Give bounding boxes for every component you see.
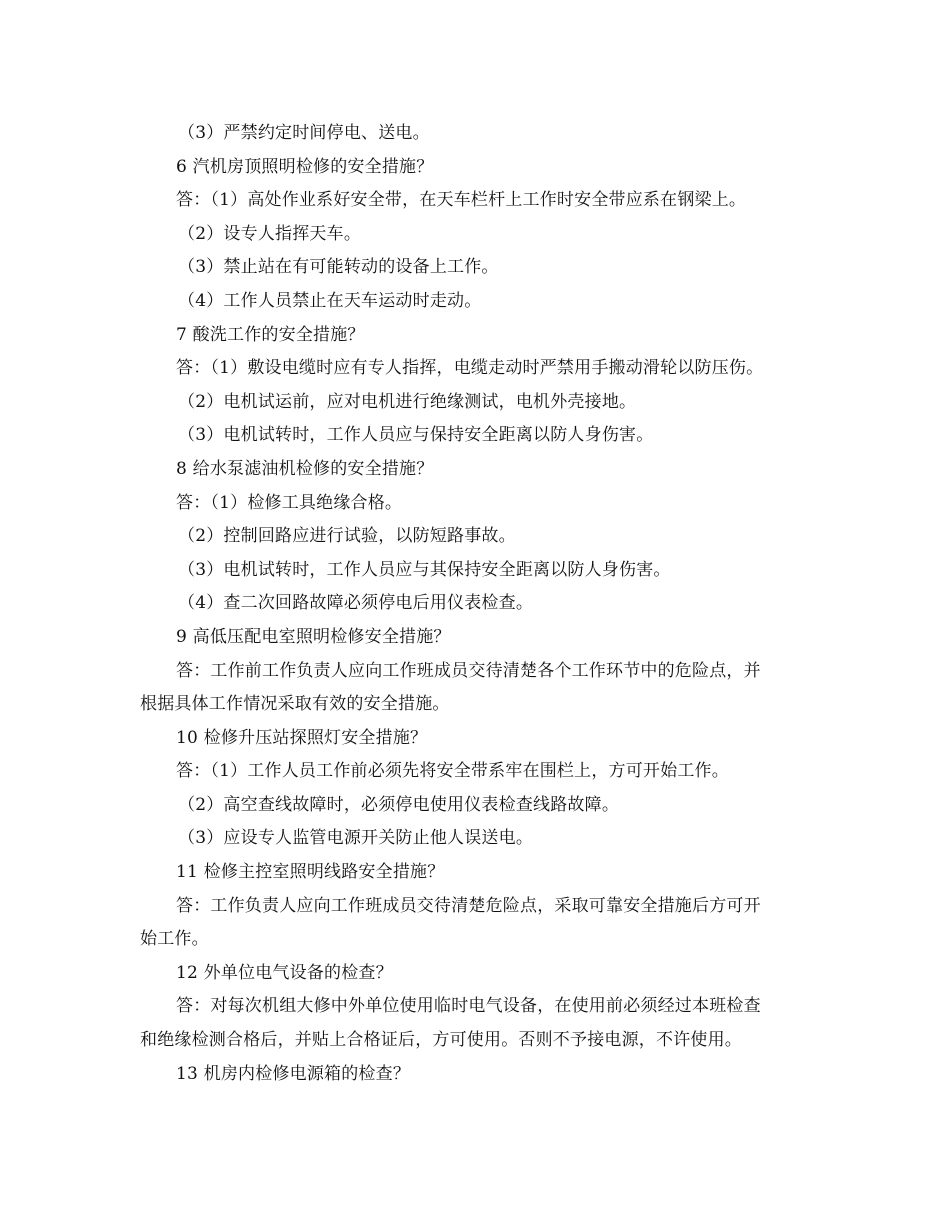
question-heading: 12 外单位电气设备的检查？ [176,962,393,983]
answer-item: （2）设专人指挥天车。 [178,223,362,244]
answer-item: （4）查二次回路故障必须停电后用仪表检查。 [178,593,534,614]
answer-line: 答：工作前工作负责人应向工作班成员交待清楚各个工作环节中的危险点，并 [176,660,761,681]
answer-item: （4）工作人员禁止在天车运动时走动。 [178,290,482,311]
answer-item: （2）控制回路应进行试验，以防短路事故。 [178,526,516,547]
answer-continuation: 根据具体工作情况采取有效的安全措施。 [140,694,450,715]
answer-item: （3）电机试转时，工作人员应与保持安全距离以防人身伤害。 [178,425,654,446]
answer-item: （3）电机试转时，工作人员应与其保持安全距离以防人身伤害。 [178,559,671,580]
answer-line: 答：对每次机组大修中外单位使用临时电气设备，在使用前必须经过本班检查 [176,996,761,1017]
question-heading: 6 汽机房顶照明检修的安全措施？ [176,156,434,177]
answer-continuation: 和绝缘检测合格后，并贴上合格证后，方可使用。否则不予接电源，不许使用。 [140,1030,742,1051]
answer-item: （3）禁止站在有可能转动的设备上工作。 [178,257,499,278]
question-heading: 10 检修升压站探照灯安全措施？ [176,727,428,748]
answer-item: （3）应设专人监管电源开关防止他人误送电。 [178,828,534,849]
answer-line: 答：工作负责人应向工作班成员交待清楚危险点，采取可靠安全措施后方可开 [176,895,761,916]
answer-line: 答：（1）敷设电缆时应有专人指挥，电缆走动时严禁用手搬动滑轮以防压伤。 [176,358,764,379]
document-body [140,117,815,1091]
question-heading: 7 酸洗工作的安全措施？ [176,324,365,345]
answer-item: （2）电机试运前，应对电机进行绝缘测试，电机外壳接地。 [178,391,637,412]
question-heading: 8 给水泵滤油机检修的安全措施？ [176,458,434,479]
answer-item: （3）严禁约定时间停电、送电。 [178,123,430,143]
question-heading: 13 机房内检修电源箱的检查？ [176,1063,411,1084]
answer-line: 答：（1）高处作业系好安全带，在天车栏杆上工作时安全带应系在钢梁上。 [176,190,747,211]
question-heading: 11 检修主控室照明线路安全措施？ [176,862,445,883]
answer-line: 答：（1）检修工具绝缘合格。 [176,492,403,513]
answer-continuation: 始工作。 [140,929,209,950]
answer-line: 答：（1）工作人员工作前必须先将安全带系牢在围栏上，方可开始工作。 [176,761,729,782]
answer-item: （2）高空查线故障时，必须停电使用仪表检查线路故障。 [178,794,620,815]
question-heading: 9 高低压配电室照明检修安全措施？ [176,626,451,647]
